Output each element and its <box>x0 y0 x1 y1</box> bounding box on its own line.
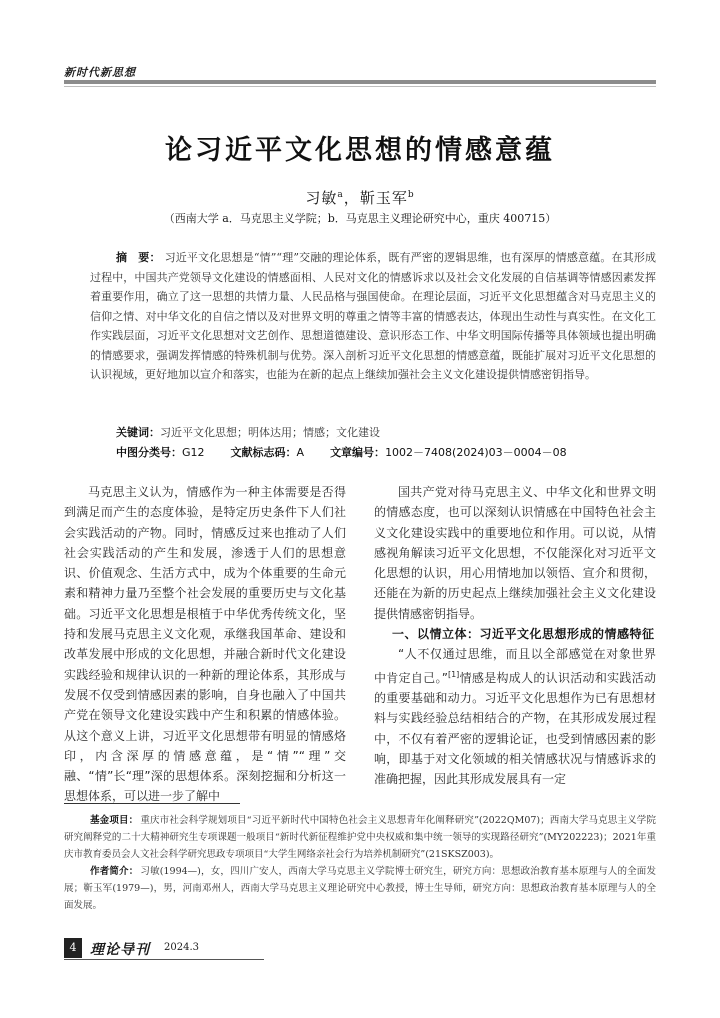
abstract-label: 摘 要： <box>116 251 161 264</box>
abstract-text: 习近平文化思想是“情”“理”交融的理论体系，既有严密的逻辑思维，也有深厚的情感意蕴。在其形成过程中，中国共产党领导文化建设的情感面相、人民对文化的情感诉求以及社会文化发展的自信基调等情感因素发挥着重要作用，确立了这一思想的共情力量、人民品格与强国使命。在理论层面，习近平文化思想蕴含对马克思主义的信仰之情、对中华文化的自信之情以及对世界文明的尊重之情等丰富的情感表达，体现出生动性与真实性。在文化工作实践层面，习近平文化思想对文艺创作、思想道德建设、意识形态工作、中华文明国际传播等具体领域也提出明确的情感要求，强调发挥情感的特殊机制与优势。深入剖析习近平文化思想的情感意蕴，既能扩展对习近平文化思想的认识视域，更好地加以宣介和落实，也能为在新的起点上继续加强社会主义文化建设提供情感密钥指导。 <box>90 251 656 381</box>
article-number-label: 文章编号： <box>330 446 386 459</box>
body-paragraph <box>374 644 656 789</box>
body-column-left <box>64 482 346 807</box>
page-footer <box>64 938 264 960</box>
author-separator: ， <box>343 189 360 207</box>
body-column-right <box>374 482 656 789</box>
author-line <box>64 187 656 208</box>
journal-name: 理论导刊 <box>90 942 150 958</box>
issue-number: 2024.3 <box>164 942 199 953</box>
clc-label: 中图分类号： <box>116 446 182 459</box>
doc-code-value: A <box>296 446 305 459</box>
funding-text: 重庆市社会科学规划项目“习近平新时代中国特色社会主义思想青年化阐释研究”(2022QM07)；西南大学马克思主义学院研究阐释党的二十大精神研究生专项课题一般项目“新时代新征程维护党中央权威和集中统一领导的实现路径研究”(MY202223)；2021年重庆市教育委员会人文社会科学研究思政专项项目“大学生网络亲社会行为培养机制研究”(21SKSZ003)。 <box>64 815 656 860</box>
keywords <box>116 424 656 440</box>
header-rule-thin <box>64 86 656 87</box>
author-name: 习敏 <box>305 189 338 207</box>
clc-value: G12 <box>182 446 205 459</box>
page-number: 4 <box>64 938 82 958</box>
funding-label: 基金项目： <box>90 815 139 826</box>
article-title: 论习近平文化思想的情感意蕴 <box>165 135 555 166</box>
footnote-rule <box>64 803 240 804</box>
author-bio-note <box>64 863 656 914</box>
keywords-text: 习近平文化思想；明体达用；情感；文化建设 <box>160 426 380 439</box>
abstract <box>90 248 656 385</box>
body-text: 情感是构成人的认识活动和实践活动的重要基础和动力。习近平文化思想作为已有思想材料与实践经验总结相结合的产物，在其形成发展过程中，不仅有着严密的逻辑论证，也受到情感因素的影响，即基于对文化领域的相关情感状况与情感诉求的准确把握，因此其形成发展具有一定 <box>374 670 656 787</box>
body-paragraph: 马克思主义认为，情感作为一种主体需要是否得到满足而产生的态度体验，是特定历史条件下人们社会实践活动的产物。同时，情感反过来也推动了人们社会实践活动的产生和发展，渗透于人们的思想意识、价值观念、生活方式中，成为个体重要的生命元素和精神力量乃至整个社会发展的重要历史与文化基础。习近平文化思想是根植于中华优秀传统文化，坚持和发展马克思主义文化观，承继我国革命、建设和改革发展中形成的文化思想，并融合新时代文化建设实践经验和规律认识的一种新的理论体系，其形成与发展不仅受到情感因素的影响，自身也融入了中国共产党在领导文化建设实践中产生和积累的情感体验。从这个意义上讲，习近平文化思想带有明显的情感烙印，内含深厚的情感意蕴，是“情”“理”交融、“情”长“理”深的思想体系。深刻挖掘和分析这一思想体系，可以进一步了解中 <box>64 485 346 804</box>
author-bio-label: 作者简介： <box>90 866 139 877</box>
keywords-label: 关键词： <box>116 426 160 439</box>
body-paragraph: 国共产党对待马克思主义、中华文化和世界文明的情感态度，也可以深刻认识情感在中国特色社会主义文化建设实践中的重要地位和作用。可以说，从情感视角解读习近平文化思想，不仅能深化对习近平文化思想的认识，用心用情地加以领悟、宣介和贯彻，还能在为新的历史起点上继续加强社会主义文化建设提供情感密钥指导。 <box>374 485 656 621</box>
header-rule <box>64 80 656 84</box>
funding-note <box>64 812 656 863</box>
classification-line <box>116 444 656 460</box>
author-bio-text: 习敏(1994—)，女，四川广安人，西南大学马克思主义学院博士研究生，研究方向：思想政治教育基本原理与人的全面发展；靳玉军(1979—)，男，河南邓州人，西南大学马克思主义理论研究中心教授，博士生导师，研究方向：思想政治教育基本原理与人的全面发展。 <box>64 866 656 911</box>
footer-rule <box>64 959 264 960</box>
author-name: 靳玉军 <box>359 189 408 207</box>
quote-text: “人不仅通过思维，而且以全部感觉在对象世界中肯定自己。” <box>374 647 656 685</box>
section-heading: 一、以情立体：习近平文化思想形成的情感特征 <box>392 627 655 642</box>
footnotes <box>64 812 656 914</box>
doc-code-label: 文献标志码： <box>230 446 297 459</box>
author-affil-mark: b <box>407 190 415 200</box>
running-head: 新时代新思想 <box>64 66 136 79</box>
affiliation: （西南大学 a．马克思主义学院；b．马克思主义理论研究中心，重庆 400715） <box>163 212 557 225</box>
article-number-value: 1002－7408(2024)03－0004－08 <box>385 446 567 459</box>
author-affil-mark: a <box>337 190 344 200</box>
reference-mark: [1] <box>447 669 460 679</box>
